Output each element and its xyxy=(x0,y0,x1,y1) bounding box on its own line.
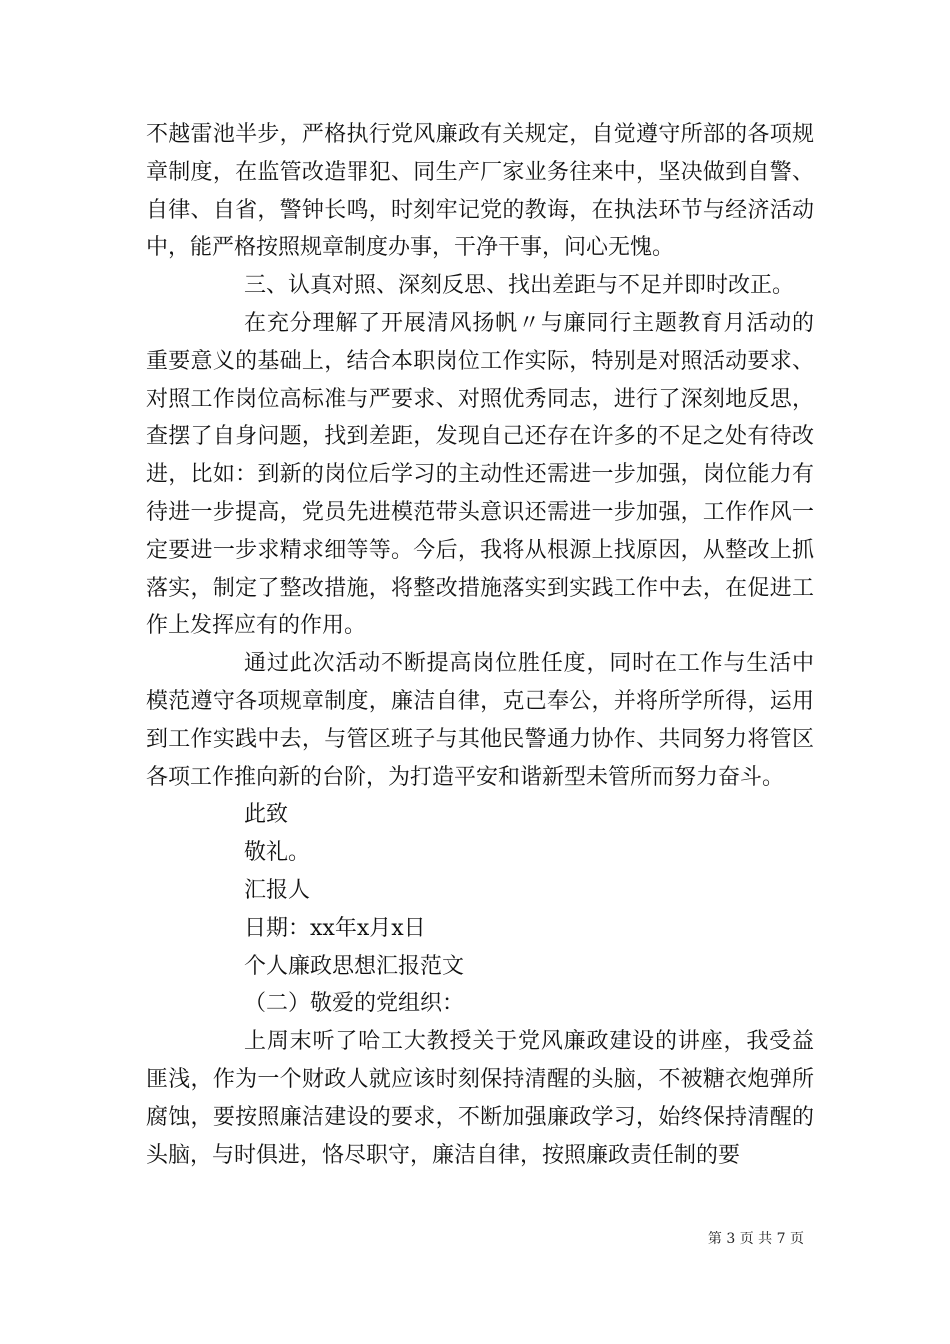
paragraph-continuation: 不越雷池半步，严格执行党风廉政有关规定，自觉遵守所部的各项规章制度，在监管改造罪犯、同生产厂家业务往来中，坚决做到自警、自律、自省，警钟长鸣，时刻牢记党的教诲，在执法环节与经济活动中，能严格按照规章制度办事，干净干事，问心无愧。 xyxy=(146,122,814,261)
paragraph-reflection: 在充分理解了开展清风扬帆〃与廉同行主题教育月活动的重要意义的基础上，结合本职岗位工作实际，特别是对照活动要求、对照工作岗位高标准与严要求、对照优秀同志，进行了深刻地反思，查摆了自身问题，找到差距，发现自己还存在许多的不足之处有待改进，比如：到新的岗位后学习的主动性还需进一步加强，岗位能力有待进一步提高，党员先进模范带头意识还需进一步加强，工作作风一定要进一步求精求细等等。今后，我将从根源上找原因，从整改上抓落实，制定了整改措施，将整改措施落实到实践工作中去，在促进工作上发挥应有的作用。 xyxy=(146,310,814,639)
document-body xyxy=(146,116,814,1174)
closing-regards: 敬礼。 xyxy=(244,840,311,866)
closing-salutation: 此致 xyxy=(244,802,289,828)
reporter-label: 汇报人 xyxy=(244,877,311,903)
section-heading-3: 三、认真对照、深刻反思、找出差距与不足并即时改正。 xyxy=(244,273,795,299)
paragraph-conclusion: 通过此次活动不断提高岗位胜任度，同时在工作与生活中模范遵守各项规章制度，廉洁自律，克己奉公，并将所学所得，运用到工作实践中去，与管区班子与其他民警通力协作、共同努力将管区各项工作推向新的台阶，为打造平安和谐新型未管所而努力奋斗。 xyxy=(146,651,814,790)
date-line: 日期：xx年x月x日 xyxy=(244,915,426,941)
section-title: 个人廉政思想汇报范文 xyxy=(244,953,465,979)
letter-greeting: （二）敬爱的党组织： xyxy=(244,991,465,1017)
paragraph-lecture: 上周末听了哈工大教授关于党风廉政建设的讲座，我受益匪浅，作为一个财政人就应该时刻保持清醒的头脑，不被糖衣炮弹所腐蚀，要按照廉洁建设的要求，不断加强廉政学习，始终保持清醒的头脑，与时俱进，恪尽职守，廉洁自律，按照廉政责任制的要 xyxy=(146,1029,814,1168)
page-number: 第 3 页 共 7 页 xyxy=(707,1231,804,1247)
